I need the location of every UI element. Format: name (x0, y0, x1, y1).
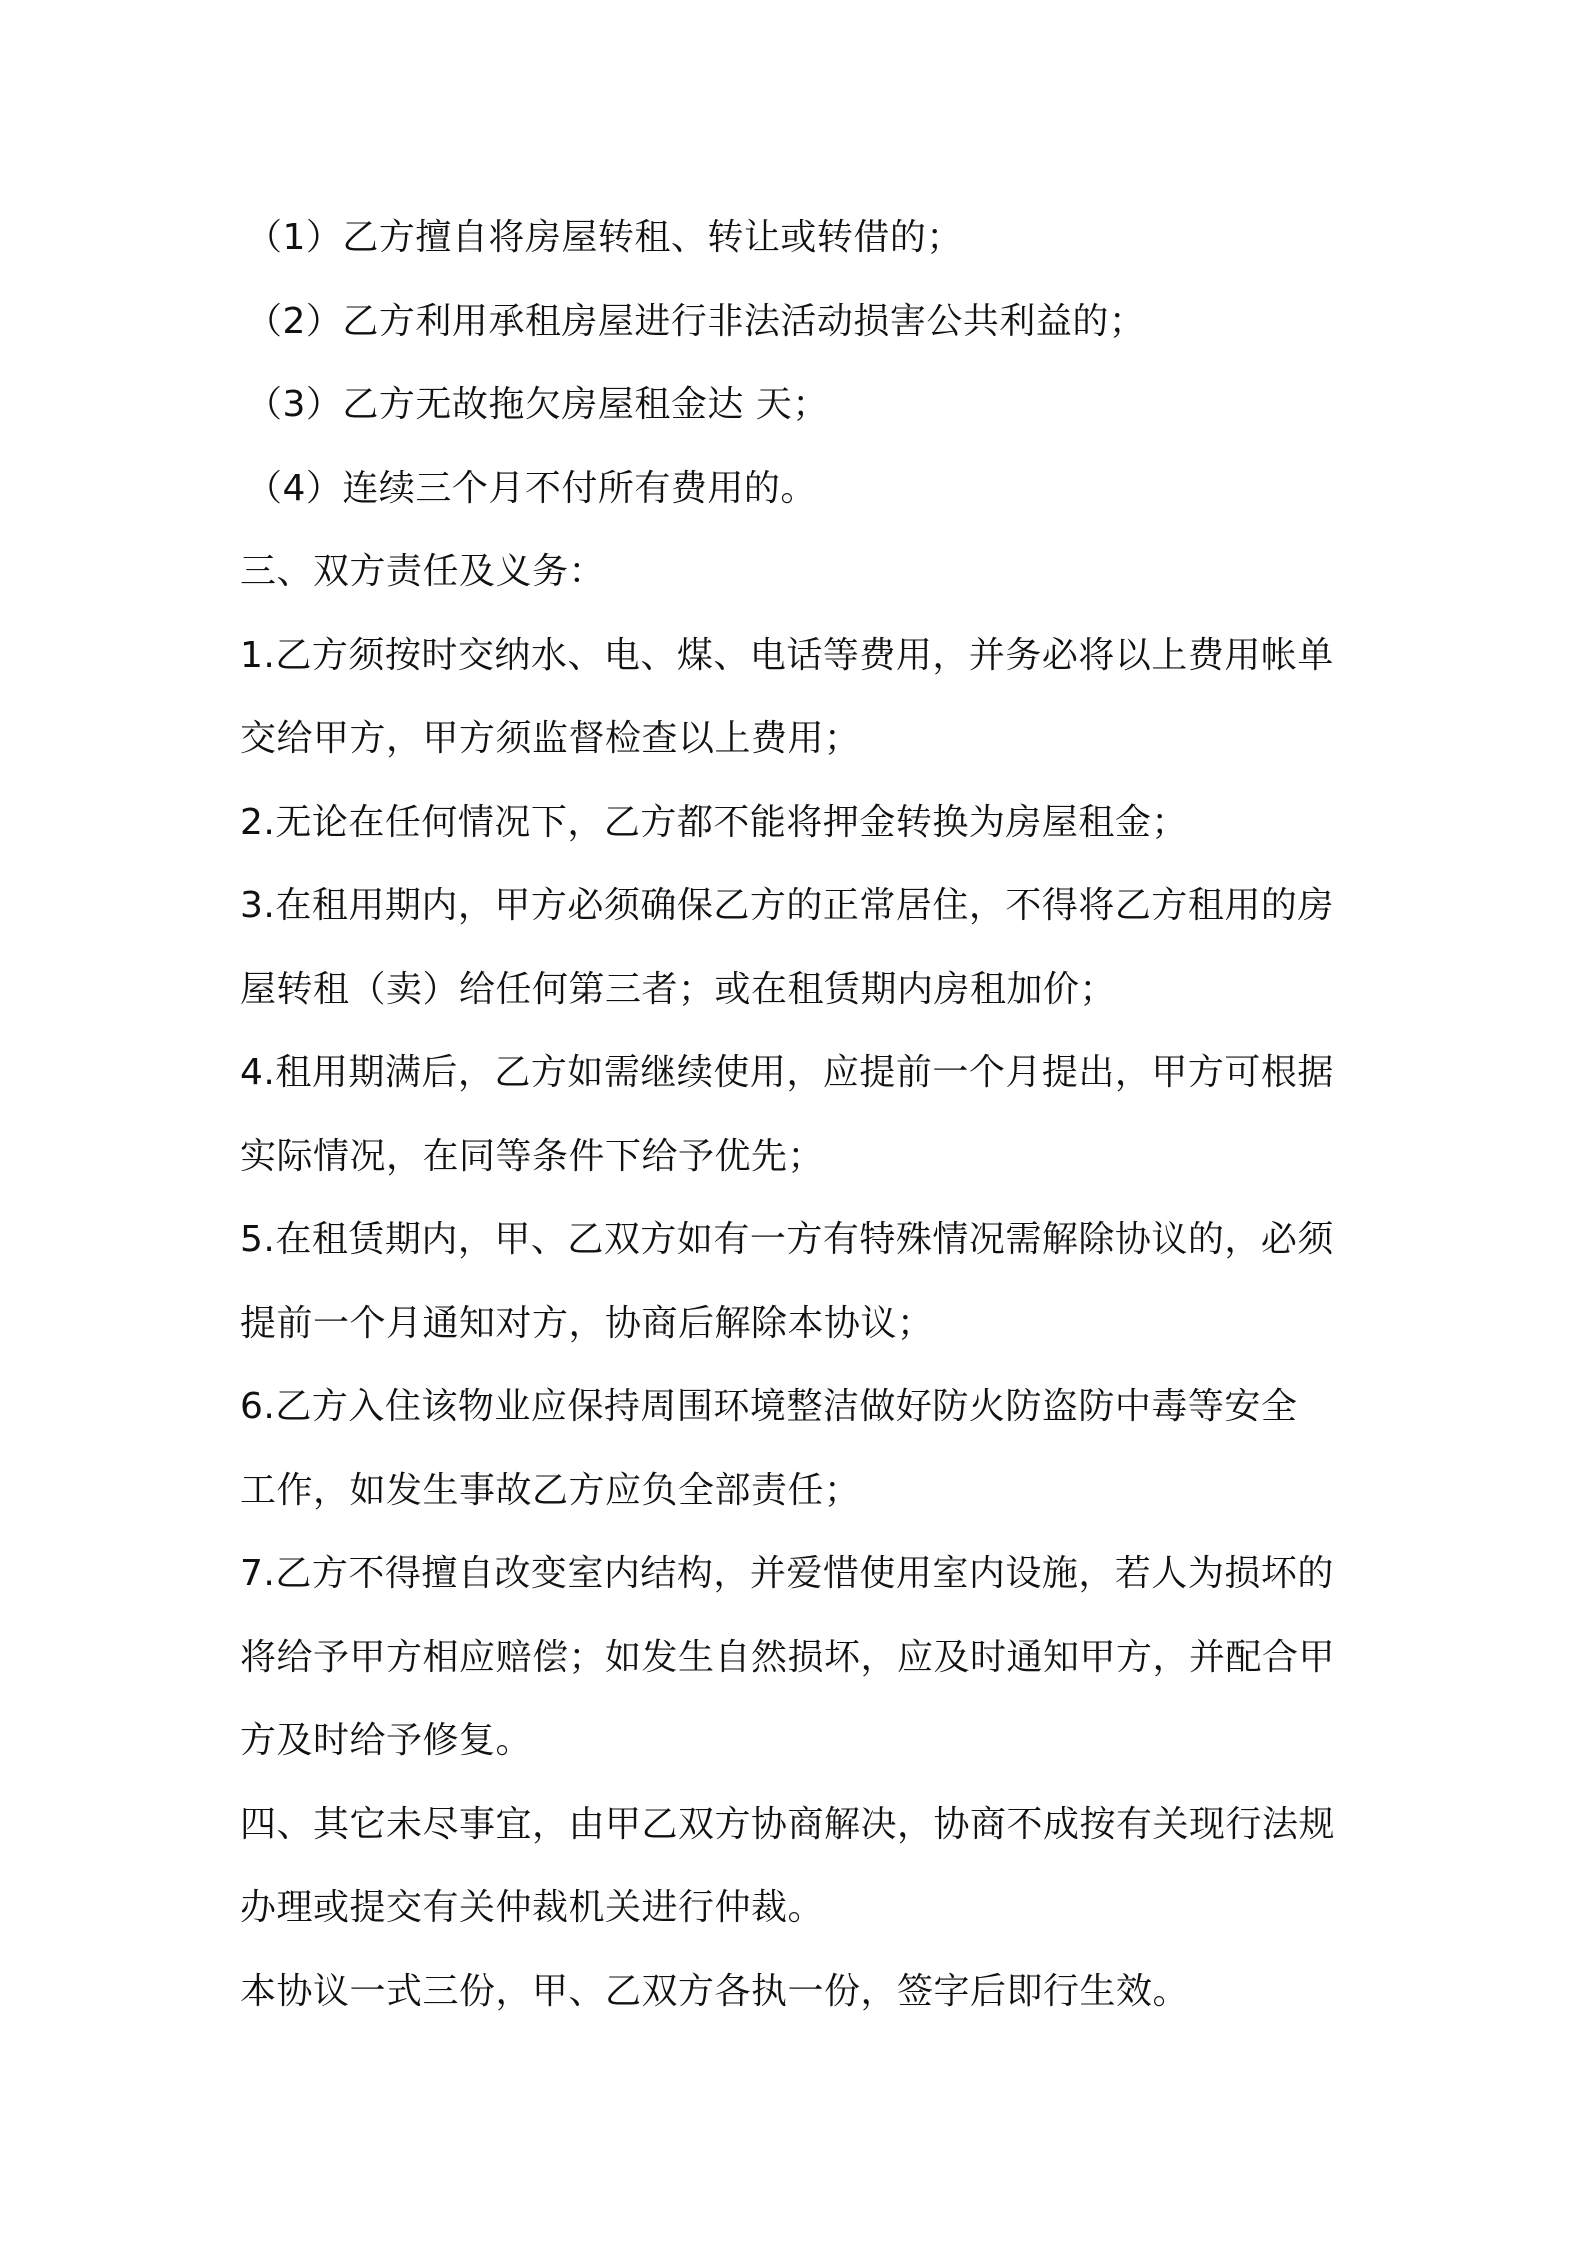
duty-3-line-2: 屋转租（卖）给任何第三者；或在租赁期内房租加价； (240, 968, 1117, 1010)
duty-3-line-1: 3.在租用期内，甲方必须确保乙方的正常居住，不得将乙方租用的房 (240, 885, 1334, 926)
duty-7-line-1: 7.乙方不得擅自改变室内结构，并爱惜使用室内设施，若人为损坏的 (240, 1553, 1334, 1594)
closing-statement: 本协议一式三份，甲、乙双方各执一份，签字后即行生效。 (240, 1970, 1190, 2012)
clause-item-3: （3）乙方无故拖欠房屋租金达 天； (246, 384, 829, 425)
duty-2: 2.无论在任何情况下，乙方都不能将押金转换为房屋租金； (240, 801, 1188, 843)
section-4-line-2: 办理或提交有关仲裁机关进行仲裁。 (240, 1887, 825, 1928)
duty-7-line-2: 将给予甲方相应赔偿；如发生自然损坏，应及时通知甲方，并配合甲 (240, 1636, 1336, 1678)
duty-6-line-1: 6.乙方入住该物业应保持周围环境整洁做好防火防盗防中毒等安全 (240, 1386, 1298, 1427)
duty-1-line-1: 1.乙方须按时交纳水、电、煤、电话等费用，并务必将以上费用帐单 (240, 634, 1334, 676)
duty-5-line-1: 5.在租赁期内，甲、乙双方如有一方有特殊情况需解除协议的，必须 (240, 1219, 1334, 1260)
clause-item-4: （4）连续三个月不付所有费用的。 (246, 467, 817, 509)
duty-5-line-2: 提前一个月通知对方，协商后解除本协议； (240, 1302, 934, 1344)
duty-4-line-1: 4.租用期满后，乙方如需继续使用，应提前一个月提出，甲方可根据 (240, 1052, 1334, 1093)
duty-6-line-2: 工作，如发生事故乙方应负全部责任； (240, 1469, 861, 1511)
section-heading-3: 三、双方责任及义务： (240, 551, 606, 592)
section-4-line-1: 四、其它未尽事宜，由甲乙双方协商解决，协商不成按有关现行法规 (240, 1803, 1336, 1845)
clause-item-1: （1）乙方擅自将房屋转租、转让或转借的； (246, 217, 963, 258)
duty-1-line-2: 交给甲方，甲方须监督检查以上费用； (240, 718, 861, 759)
duty-4-line-2: 实际情况，在同等条件下给予优先； (240, 1135, 825, 1177)
duty-7-line-3: 方及时给予修复。 (240, 1720, 533, 1761)
document-body (240, 196, 1360, 2033)
clause-item-2: （2）乙方利用承租房屋进行非法活动损害公共利益的； (246, 300, 1146, 342)
